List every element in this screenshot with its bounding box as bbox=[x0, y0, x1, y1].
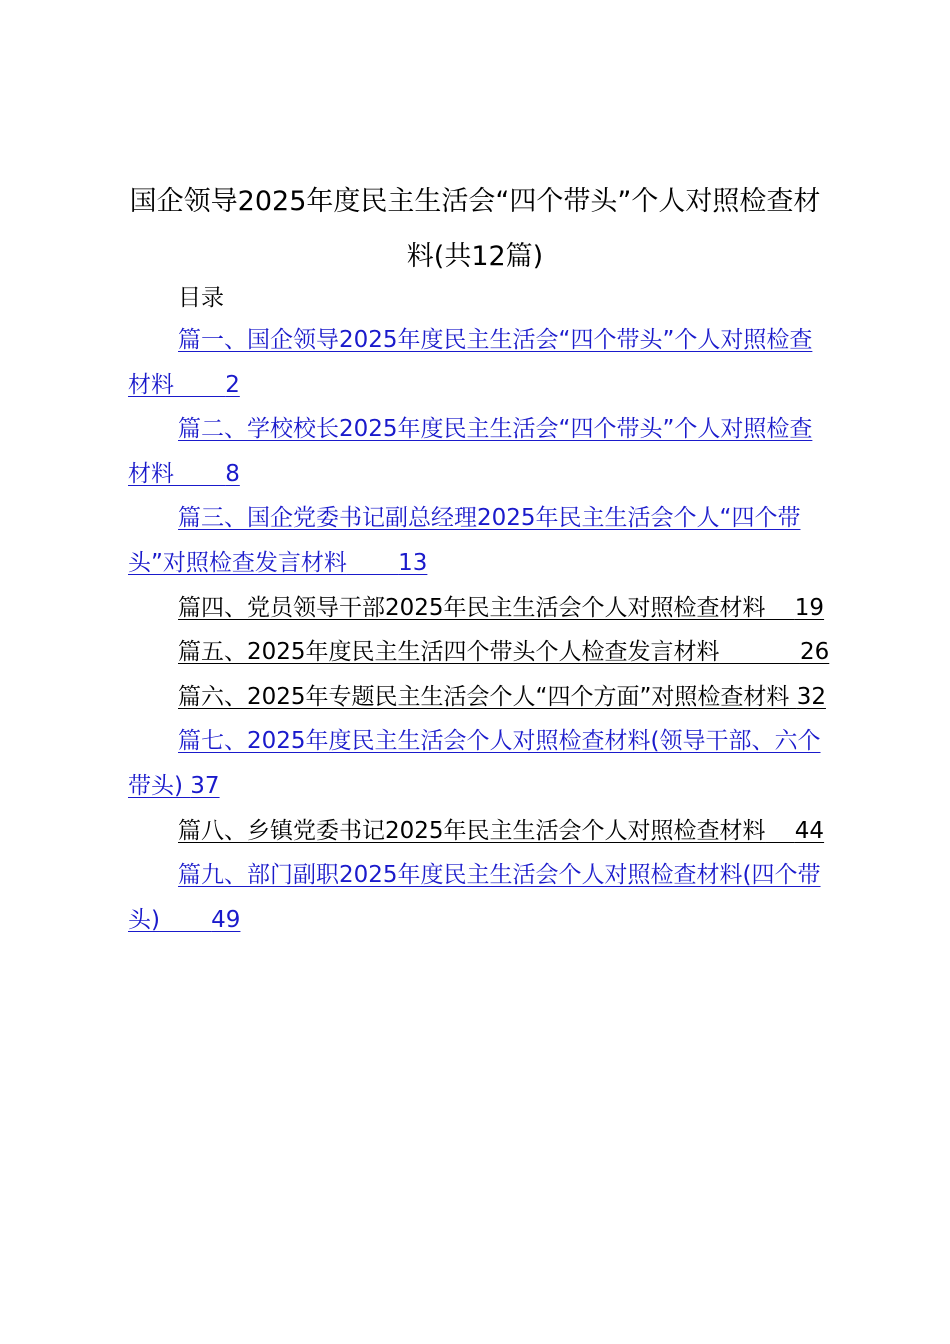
toc-entry-title: 篇八、乡镇党委书记2025年民主生活会个人对照检查材料 bbox=[178, 817, 766, 844]
toc-entry-page: 19 bbox=[794, 594, 825, 621]
toc-entry-page: 2 bbox=[225, 371, 240, 398]
toc-entry-title: 篇二、学校校长2025年度民主生活会“四个带头”个人对照检查材料 bbox=[128, 416, 813, 487]
toc-entry-gap bbox=[160, 907, 211, 933]
toc-entry-1[interactable] bbox=[128, 318, 833, 407]
toc-entry-title: 篇六、2025年专题民主生活会个人“四个方面”对照检查材料 bbox=[178, 683, 790, 710]
toc-entry-gap bbox=[174, 461, 225, 487]
toc-entry-5[interactable] bbox=[128, 630, 833, 675]
toc-entry-gap bbox=[766, 818, 795, 844]
table-of-contents bbox=[128, 318, 833, 942]
toc-entry-gap bbox=[174, 372, 225, 398]
toc-entry-8[interactable] bbox=[128, 809, 833, 854]
toc-entry-gap bbox=[789, 684, 796, 710]
toc-entry-6[interactable] bbox=[128, 675, 833, 720]
toc-entry-title: 篇三、国企党委书记副总经理2025年民主生活会个人“四个带头”对照检查发言材料 bbox=[128, 505, 801, 576]
toc-entry-page: 13 bbox=[398, 549, 428, 576]
toc-entry-page: 49 bbox=[211, 906, 241, 933]
toc-entry-gap bbox=[720, 639, 800, 665]
toc-entry-title: 篇九、部门副职2025年度民主生活会个人对照检查材料(四个带头) bbox=[128, 862, 821, 933]
document-title: 国企领导2025年度民主生活会“四个带头”个人对照检查材料(共12篇) bbox=[129, 186, 821, 272]
toc-entry-page: 44 bbox=[794, 817, 825, 844]
toc-entry-title: 篇七、2025年度民主生活会个人对照检查材料(领导干部、六个带头) bbox=[128, 728, 821, 799]
toc-entry-gap bbox=[347, 550, 398, 576]
toc-entry-title: 篇五、2025年度民主生活四个带头个人检查发言材料 bbox=[178, 639, 720, 666]
toc-entry-page: 37 bbox=[190, 772, 220, 799]
toc-entry-title: 篇四、党员领导干部2025年民主生活会个人对照检查材料 bbox=[178, 594, 766, 621]
toc-entry-title: 篇一、国企领导2025年度民主生活会“四个带头”个人对照检查材料 bbox=[128, 327, 813, 398]
toc-entry-9[interactable] bbox=[128, 853, 833, 942]
toc-label: 目录 bbox=[178, 285, 224, 311]
toc-entry-page: 32 bbox=[796, 683, 826, 710]
toc-entry-4[interactable] bbox=[128, 586, 833, 631]
toc-entry-gap bbox=[766, 595, 795, 621]
toc-entry-page: 8 bbox=[225, 460, 240, 487]
toc-entry-3[interactable] bbox=[128, 496, 833, 585]
toc-entry-page: 26 bbox=[799, 639, 830, 666]
toc-entry-2[interactable] bbox=[128, 407, 833, 496]
toc-entry-7[interactable] bbox=[128, 719, 833, 808]
